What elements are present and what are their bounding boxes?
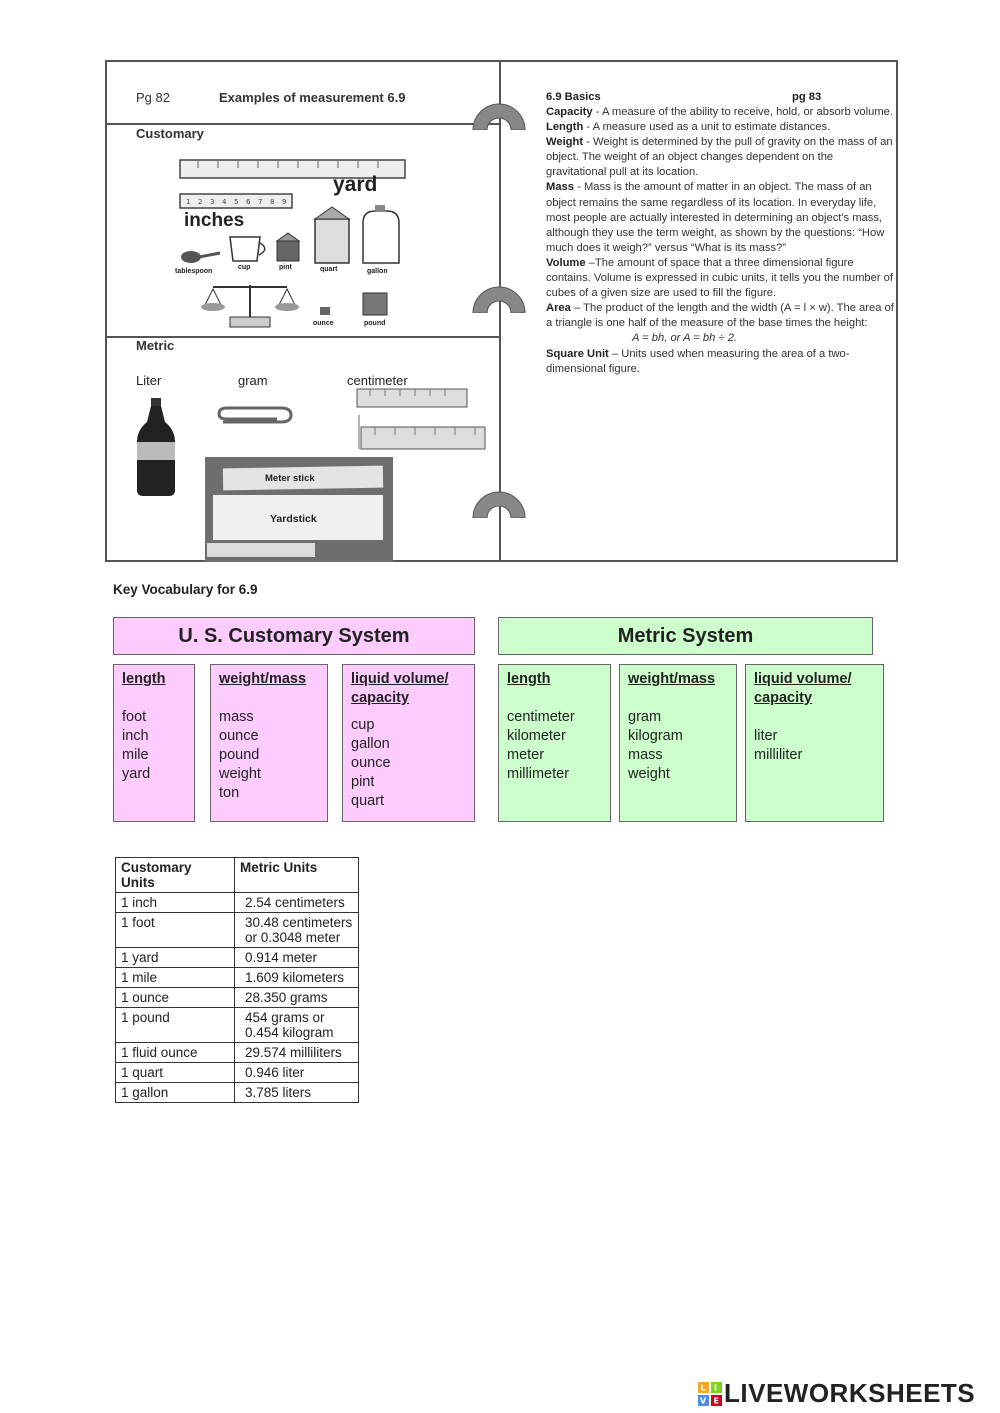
customary-cell: 1 mile	[116, 968, 235, 988]
label-liter: Liter	[136, 373, 162, 388]
vocab-term: centimeter	[507, 709, 575, 725]
table-row	[116, 1043, 359, 1063]
label-tablespoon: tablespoon	[175, 268, 213, 275]
label-cup: cup	[238, 264, 251, 271]
label-gallon: gallon	[367, 268, 388, 275]
binder-ring-icon	[471, 102, 527, 130]
definition-square-unit: Square Unit – Units used when measuring the area of a two-dimensional figure.	[546, 347, 850, 375]
table-row	[116, 893, 359, 913]
label-yardstick: Yardstick	[270, 513, 317, 525]
definition-weight: Weight - Weight is determined by the pull of gravity on the mass of an object. The weight of an object changes dependent on the gravitational pull at its location.	[546, 136, 893, 179]
svg-text:4: 4	[222, 198, 227, 206]
logo-letter: L	[700, 1383, 706, 1392]
column-header: length	[122, 671, 166, 687]
metric-cell: 1.609 kilometers	[235, 968, 359, 988]
metric-heading: Metric	[136, 338, 175, 353]
table-row	[116, 1063, 359, 1083]
liveworksheets-logo-icon	[698, 1382, 722, 1406]
left-page-title: Examples of measurement 6.9	[219, 90, 406, 105]
table-header-row	[116, 858, 359, 893]
column-header: weight/mass	[219, 671, 307, 687]
svg-text:2: 2	[198, 198, 203, 206]
svg-text:6: 6	[246, 198, 251, 206]
logo-letter: I	[714, 1383, 717, 1392]
metric-cell: 3.785 liters	[235, 1083, 359, 1103]
header-customary-units: Customary Units	[116, 858, 235, 893]
vocab-term: pint	[351, 774, 375, 790]
area-formula: A = bh, or A = bh ÷ 2.	[632, 332, 738, 345]
vocab-term: gallon	[351, 736, 390, 752]
customary-volume-box	[342, 664, 475, 822]
column-header: liquid volume/ capacity	[754, 671, 852, 706]
label-pint: pint	[279, 264, 292, 271]
customary-cell: 1 foot	[116, 913, 235, 948]
vocab-term: quart	[351, 793, 385, 809]
metric-cell: 30.48 centimeters or 0.3048 meter	[235, 913, 359, 948]
vocab-term: pound	[219, 747, 260, 763]
vocab-term: ounce	[219, 728, 259, 744]
paperclip-icon	[213, 400, 295, 430]
table-row	[116, 988, 359, 1008]
customary-cell: 1 gallon	[116, 1083, 235, 1103]
customary-system-title: U. S. Customary System	[113, 617, 475, 655]
left-page-number: Pg 82	[136, 90, 170, 105]
vocab-term: cup	[351, 717, 375, 733]
binder-ring-icon	[471, 490, 527, 518]
vocab-term: weight	[628, 766, 670, 782]
table-row	[116, 1008, 359, 1043]
vocab-term: mass	[219, 709, 254, 725]
customary-weight-box	[210, 664, 328, 822]
vocab-term: yard	[122, 766, 151, 782]
customary-cell: 1 pound	[116, 1008, 235, 1043]
customary-cell: 1 ounce	[116, 988, 235, 1008]
vocab-term: mile	[122, 747, 149, 763]
vocab-term: kilogram	[628, 728, 683, 744]
metric-cell: 0.946 liter	[235, 1063, 359, 1083]
conversion-table	[115, 857, 359, 1103]
customary-cell: 1 yard	[116, 948, 235, 968]
customary-cell: 1 fluid ounce	[116, 1043, 235, 1063]
meter-stick-photo	[205, 457, 393, 562]
logo-letter: V	[700, 1396, 707, 1405]
column-header: liquid volume/ capacity	[351, 671, 449, 706]
definition-capacity: Capacity - A measure of the ability to receive, hold, or absorb volume.	[546, 106, 893, 118]
metric-cell: 29.574 milliliters	[235, 1043, 359, 1063]
svg-text:9: 9	[282, 198, 287, 206]
right-page-title: 6.9 Basics	[546, 91, 601, 103]
vocab-term: gram	[628, 709, 662, 725]
label-gram: gram	[238, 373, 268, 388]
svg-text:3: 3	[210, 198, 215, 206]
basics-definitions	[546, 90, 896, 377]
svg-text:8: 8	[270, 198, 275, 206]
customary-cell: 1 inch	[116, 893, 235, 913]
metric-cell: 454 grams or 0.454 kilogram	[235, 1008, 359, 1043]
svg-text:1: 1	[186, 198, 191, 206]
label-yard: yard	[333, 173, 378, 196]
vocab-term: mass	[628, 747, 663, 763]
centimeter-ruler-icon	[355, 387, 487, 453]
vocab-term: weight	[219, 766, 261, 782]
vocab-term: milliliter	[754, 747, 803, 763]
svg-text:7: 7	[258, 198, 263, 206]
liveworksheets-logo[interactable]	[698, 1378, 975, 1409]
definition-volume: Volume –The amount of space that a three dimensional figure contains. Volume is expressed in cubic units, it tells you the number of cubes of a given size are used to fill the figure.	[546, 256, 893, 300]
definition-length: Length - A measure used as a unit to estimate distances.	[546, 121, 831, 134]
vocab-term: millimeter	[507, 766, 570, 782]
metric-cell: 2.54 centimeters	[235, 893, 359, 913]
logo-text: LIVEWORKSHEETS	[724, 1378, 976, 1408]
table-row	[116, 968, 359, 988]
metric-weight-box	[619, 664, 737, 822]
vocab-term: ton	[219, 785, 240, 801]
logo-letter: E	[713, 1396, 719, 1405]
definition-area: Area – The product of the length and the width (A = l × w). The area of a triangle is one half of the measure of the base times the height:	[546, 302, 894, 330]
soda-bottle-icon	[135, 398, 180, 498]
metric-volume-box	[745, 664, 884, 822]
vocab-term: ounce	[351, 755, 391, 771]
definition-mass: Mass - Mass is the amount of matter in an object. The mass of an object remains the same regardless of its location. In everyday life, most people are actually interested in determining an object's mass, although they use the term weight, as shown by the questions: “How much does it weigh?” versus “What is its mass?”	[546, 181, 885, 254]
header-metric-units: Metric Units	[235, 858, 359, 893]
table-row	[116, 948, 359, 968]
label-quart: quart	[320, 266, 338, 273]
vocab-term: inch	[122, 728, 149, 744]
label-ounce: ounce	[313, 320, 334, 327]
customary-length-box	[113, 664, 195, 822]
right-page-number: pg 83	[792, 91, 822, 103]
customary-cell: 1 quart	[116, 1063, 235, 1083]
vocab-term: meter	[507, 747, 545, 763]
header-divider	[105, 123, 501, 125]
column-header: length	[507, 671, 551, 687]
metric-cell: 0.914 meter	[235, 948, 359, 968]
label-pound: pound	[364, 320, 386, 327]
svg-text:5: 5	[234, 198, 239, 206]
metric-cell: 28.350 grams	[235, 988, 359, 1008]
table-row	[116, 913, 359, 948]
label-meter-stick: Meter stick	[265, 473, 315, 484]
label-centimeter: centimeter	[347, 373, 408, 388]
metric-length-box	[498, 664, 611, 822]
column-header: weight/mass	[628, 671, 716, 687]
metric-system-title: Metric System	[498, 617, 873, 655]
vocab-term: liter	[754, 728, 778, 744]
vocab-term: foot	[122, 709, 147, 725]
vocab-heading: Key Vocabulary for 6.9	[113, 582, 258, 597]
binder-ring-icon	[471, 285, 527, 313]
table-row	[116, 1083, 359, 1103]
vocab-term: kilometer	[507, 728, 566, 744]
customary-heading: Customary	[136, 126, 204, 141]
label-inches: inches	[184, 210, 245, 231]
